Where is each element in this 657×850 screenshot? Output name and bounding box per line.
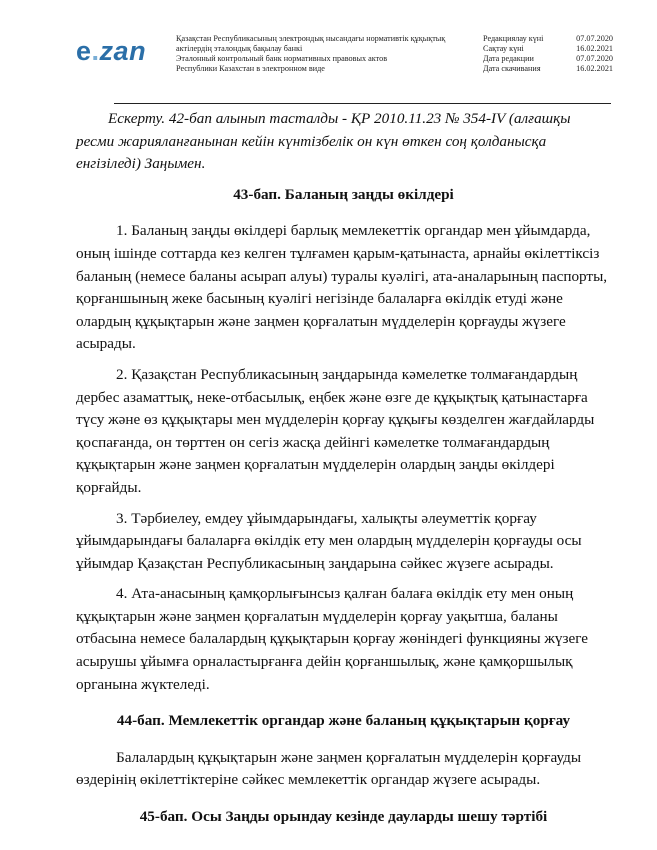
meta-row: [483, 34, 613, 44]
document-header: [0, 0, 657, 96]
amendment-note: Ескерту. 42-бап алынып тасталды - ҚР 2010.11.23 № 354-IV (алғашқы ресми жарияланғанынан кейін күнтізбелік он күн өткен соң қолданысқа енгізіледі) Заңымен.: [76, 110, 571, 173]
article-44-title: 44-бап. Мемлекеттік органдар және баланың құқықтарын қорғау: [116, 712, 571, 730]
header-divider: [114, 103, 611, 104]
meta-value: 07.07.2020: [576, 34, 613, 43]
article-43-title: 43-бап. Баланың заңды өкілдері: [233, 185, 454, 203]
meta-value: 16.02.2021: [576, 64, 613, 73]
article-44-paragraph-1: Балалардың құқықтарын және заңмен қорғалатын мүдделерін қорғауды өздерінің өкілеттіктеріне сәйкес мемлекеттік органдар жүзеге асырады.: [76, 748, 582, 789]
meta-value: 07.07.2020: [576, 54, 613, 63]
header-meta: [483, 34, 613, 74]
article-43-paragraph-1: 1. Баланың заңды өкілдері барлық мемлекеттік органдар мен ұйымдарда, оның ішінде соттарда кез келген тұлғамен қарым-қатынаста, арнайы өкілеттіксіз баланың (немесе баланы асырап алуы) туралы куәлігі, ата-аналарының паспорты, қорғаншының жеке басының куәлігі негізінде балаларға өкілдік етуді және олардың құқықтарын және заңмен қорғалатын мүдделерін қорғауды жүзеге асырады.: [76, 222, 608, 353]
logo-zan: zan: [99, 36, 147, 66]
article-43-paragraph-2: 2. Қазақстан Республикасының заңдарында кәмелетке толмағандардың дербес азаматтық, неке-отбасылық, еңбек және өзге де құқықтық қатынастарға түсу және өз құқықтары мен мүдделерін қорғау құқығы көзделген жағдайларды қоспағанда, он төрттен он сегіз жасқа дейінгі кәмелетке толмағандардың құқықтарын және заңмен қорғалатын мүдделерін олардың заңды өкілдері қорғайды.: [76, 365, 595, 496]
meta-row: [483, 64, 613, 74]
header-title-line: актілердің эталондық бақылау банкі: [176, 44, 303, 53]
meta-value: 16.02.2021: [576, 44, 613, 53]
article-43-paragraph-4: 4. Ата-анасының қамқорлығынсыз қалған балаға өкілдік ету мен оның құқықтарын және заңмен қорғалатын мүдделерін қорғау уақытша, баланы отбасына немесе балалардың құқықтарын қорғау жөніндегі функцияны жүзеге асырушы ұйымға орналастырғанға дейін қорғаншылық, және қамқоршылық органына жүктеледі.: [76, 585, 588, 693]
header-title: [176, 34, 476, 74]
ezan-logo[interactable]: [76, 38, 146, 65]
header-title-line: Эталонный контрольный банк нормативных правовых актов: [176, 54, 388, 63]
header-title-line: Республики Казахстан в электронном виде: [176, 64, 325, 73]
header-title-line: Қазақстан Республикасының электрондық нысандағы нормативтік құқықтық: [176, 34, 446, 43]
meta-row: [483, 54, 613, 64]
meta-label: Сақтау күні: [483, 44, 524, 53]
meta-label: Редакциялау күні: [483, 34, 544, 43]
article-45-title: 45-бап. Осы Заңды орындау кезінде дауларды шешу тәртібі: [139, 808, 548, 826]
meta-row: [483, 44, 613, 54]
document-body: [76, 108, 611, 843]
article-43-paragraph-3: 3. Тәрбиелеу, емдеу ұйымдарындағы, халықты әлеуметтік қорғау ұйымдарындағы балаларға өкілдік ету мен олардың мүдделерін қорғауды осы ұйымдар Қазақстан Республикасының заңдарына сәйкес жүзеге асырады.: [76, 509, 582, 572]
logo-dot: .: [91, 36, 100, 66]
meta-label: Дата скачивания: [483, 64, 541, 73]
meta-label: Дата редакции: [483, 54, 534, 63]
logo-e: e: [76, 36, 92, 66]
